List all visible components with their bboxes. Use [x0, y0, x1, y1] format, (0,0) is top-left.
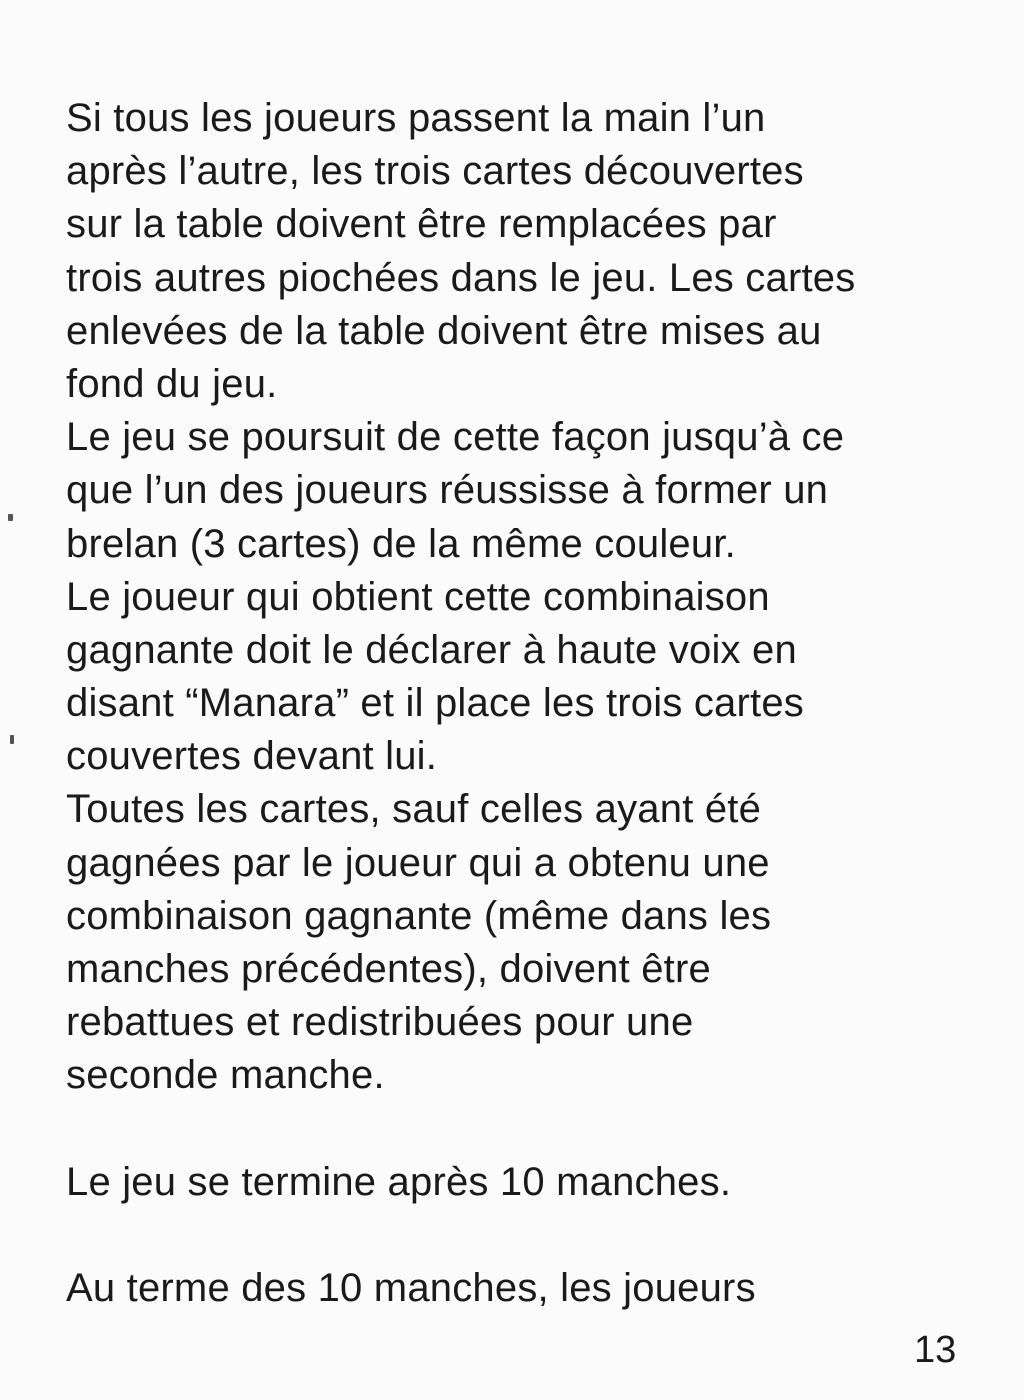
text-line: Le jeu se termine après 10 manches. — [66, 1159, 732, 1204]
scan-speck — [8, 514, 13, 521]
text-line: manches précédentes), doivent être — [66, 947, 711, 991]
text-line: après l’autre, les trois cartes découvertes — [66, 149, 804, 194]
text-line: Si tous les joueurs passent la main l’un — [66, 96, 766, 140]
text-line: seconde manche. — [66, 1053, 385, 1098]
text-line: couvertes devant lui. — [66, 734, 438, 779]
text-line: combinaison gagnante (même dans les — [66, 893, 772, 938]
text-line: que l’un des joueurs réussisse à former un — [66, 468, 829, 513]
paragraph-gap — [66, 1209, 966, 1262]
scan-speck — [10, 735, 14, 744]
text-line: Toutes les cartes, sauf celles ayant été — [66, 787, 762, 832]
text-line: enlevées de la table doivent être mises au — [66, 308, 822, 353]
text-line: fond du jeu. — [66, 361, 278, 406]
text-line: sur la table doivent être remplacées par — [66, 202, 777, 247]
text-line: gagnante doit le déclarer à haute voix en — [66, 627, 797, 672]
text-line: brelan (3 cartes) de la même couleur. — [66, 521, 736, 566]
text-line: trois autres piochées dans le jeu. Les cartes — [66, 255, 856, 300]
text-line: gagnées par le joueur qui a obtenu une — [66, 840, 770, 885]
text-line: Le joueur qui obtient cette combinaison — [66, 574, 770, 619]
body-text — [66, 92, 966, 1315]
text-line: disant “Manara” et il place les trois cartes — [66, 681, 804, 726]
text-line: Au terme des 10 manches, les joueurs — [66, 1266, 756, 1311]
page-number: 13 — [914, 1329, 957, 1371]
paragraph-gap — [66, 1103, 966, 1156]
text-line: Le jeu se poursuit de cette façon jusqu’à ce — [66, 415, 845, 460]
text-line: rebattues et redistribuées pour une — [66, 1000, 694, 1045]
